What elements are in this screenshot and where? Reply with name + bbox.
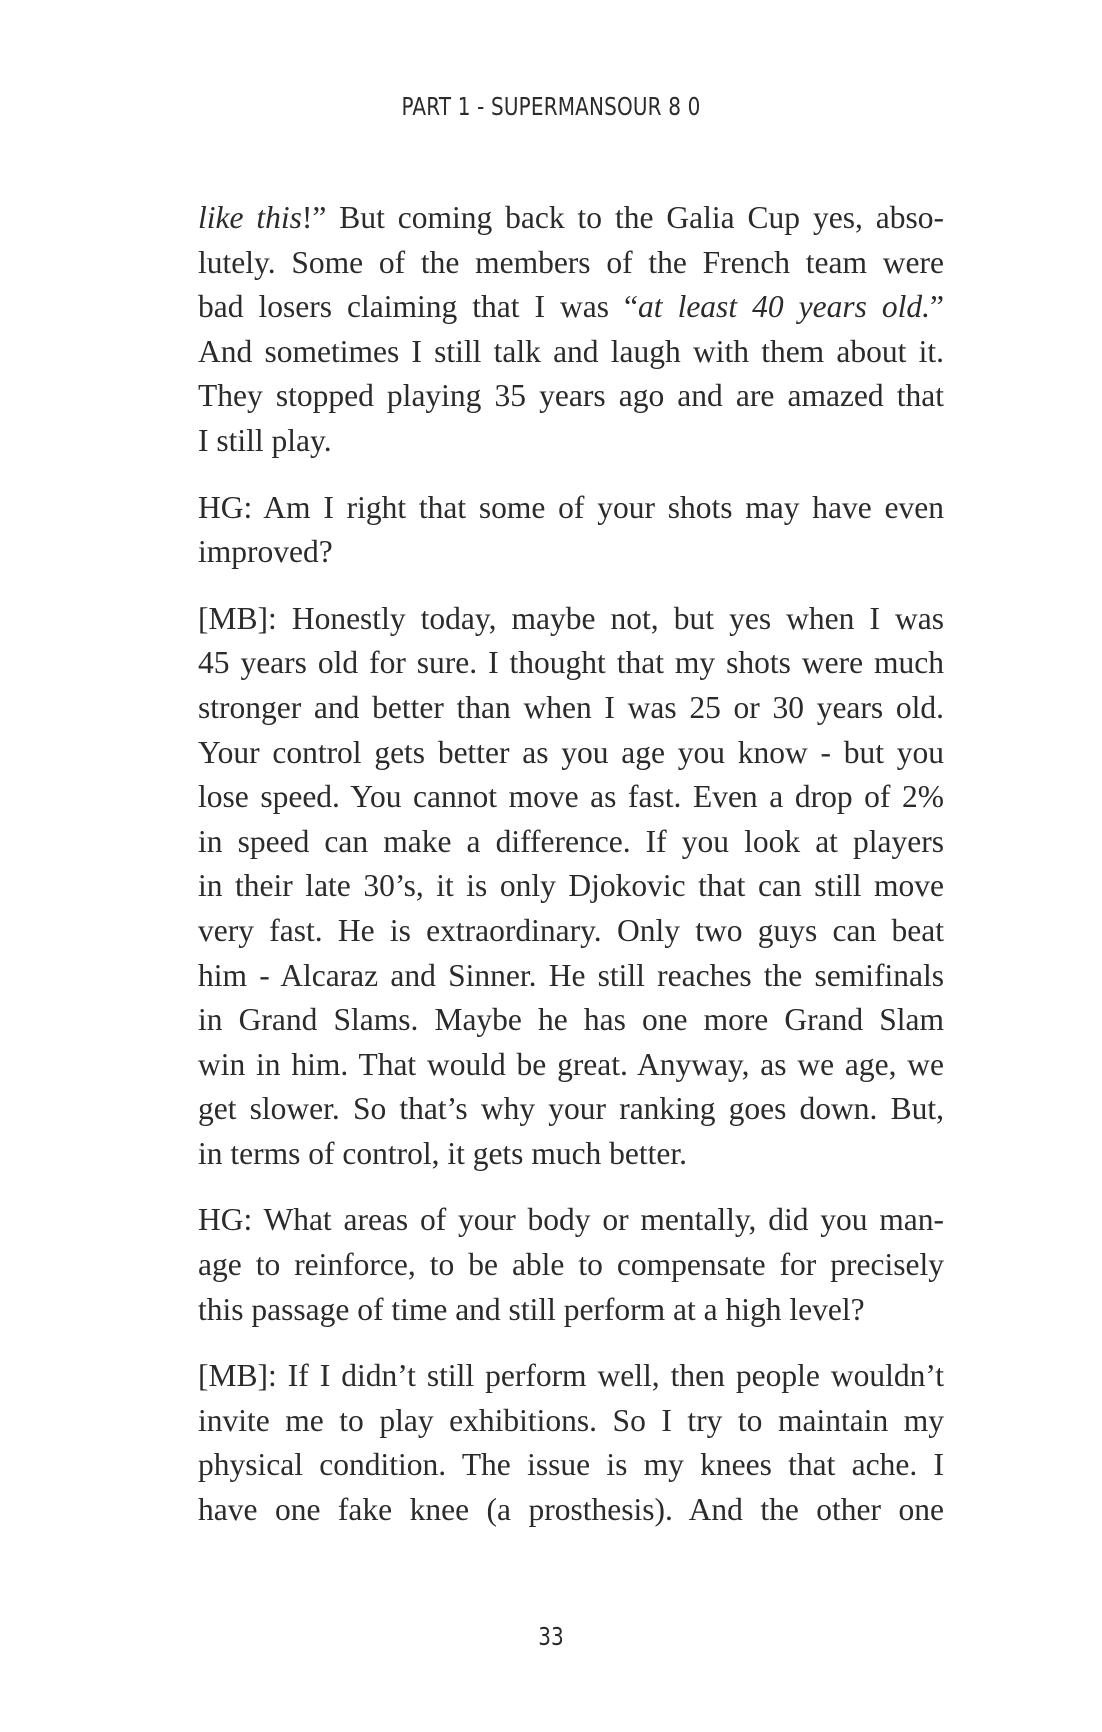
text-segment: [MB]: Honestly today, maybe not, but yes when I was [198, 600, 944, 636]
text-line [198, 1198, 944, 1243]
text-segment: lose speed. You cannot move as fast. Even a drop of 2% [198, 779, 944, 815]
text-segment: him - Alcaraz and Sinner. He still reaches the semifinals [198, 957, 944, 993]
text-line [198, 641, 944, 686]
text-line [198, 530, 944, 575]
paragraph [198, 1354, 944, 1532]
text-segment: in their late 30’s, it is only Djokovic that can still move [198, 868, 944, 904]
text-segment: They stopped playing 35 years ago and are amazed that [198, 378, 944, 414]
text-segment: ” [930, 289, 944, 325]
text-line [198, 909, 944, 954]
text-line [198, 864, 944, 909]
text-line [198, 820, 944, 865]
paragraph [198, 597, 944, 1177]
text-segment: !” But coming back to the Galia Cup yes, abso- [301, 200, 944, 235]
text-line [198, 1043, 944, 1088]
text-line [198, 1243, 944, 1288]
text-segment: [MB]: If I didn’t still perform well, then people wouldn’t [198, 1358, 944, 1394]
italic-text: at least 40 years old. [638, 289, 931, 325]
text-line [198, 954, 944, 999]
page-number: 33 [538, 1622, 564, 1651]
text-segment: Your control gets better as you age you know - but you [198, 734, 944, 770]
paragraph [198, 1198, 944, 1332]
text-segment: have one fake knee (a prosthesis). And the other one [198, 1492, 944, 1528]
text-line [198, 597, 944, 642]
body-text [198, 196, 944, 1533]
text-segment: win in him. That would be great. Anyway, as we age, we [198, 1046, 944, 1082]
text-line [198, 1354, 944, 1399]
text-line [198, 1443, 944, 1488]
text-segment: lutely. Some of the members of the French team were [198, 244, 944, 280]
text-segment: in speed can make a difference. If you look at players [198, 823, 944, 859]
text-segment: this passage of time and still perform at a high level? [198, 1291, 865, 1327]
text-segment: physical condition. The issue is my knees that ache. I [198, 1447, 944, 1483]
text-segment: 45 years old for sure. I thought that my shots were much [198, 645, 944, 681]
text-segment: improved? [198, 534, 333, 570]
paragraph-gap [198, 575, 944, 597]
paragraph-gap [198, 1176, 944, 1198]
text-line [198, 686, 944, 731]
paragraph-gap [198, 1332, 944, 1354]
text-segment: invite me to play exhibitions. So I try to maintain my [198, 1402, 944, 1438]
text-line [198, 1488, 944, 1533]
text-line [198, 731, 944, 776]
text-segment: in Grand Slams. Maybe he has one more Grand Slam [198, 1002, 944, 1038]
paragraph [198, 196, 944, 464]
text-segment: bad losers claiming that I was “ [198, 289, 639, 325]
running-head: PART 1 - SUPERMANSOUR 8 0 [401, 92, 701, 121]
text-line [198, 330, 944, 375]
text-line [198, 196, 944, 241]
text-segment: And sometimes I still talk and laugh with them about it. [198, 333, 944, 369]
text-line [198, 241, 944, 286]
text-line [198, 374, 944, 419]
italic-text: like this [198, 200, 302, 235]
text-line [198, 1132, 944, 1177]
text-line [198, 419, 944, 464]
text-segment: age to reinforce, to be able to compensate for precisely [198, 1247, 944, 1283]
text-line [198, 1288, 944, 1333]
text-line [198, 285, 944, 330]
text-line [198, 998, 944, 1043]
text-segment: I still play. [198, 422, 332, 458]
text-segment: HG: What areas of your body or mentally, did you man- [198, 1202, 944, 1238]
paragraph-gap [198, 464, 944, 486]
text-line [198, 1399, 944, 1444]
text-segment: get slower. So that’s why your ranking goes down. But, [198, 1091, 944, 1127]
text-line [198, 775, 944, 820]
text-segment: very fast. He is extraordinary. Only two guys can beat [198, 912, 944, 948]
text-line [198, 1087, 944, 1132]
paragraph [198, 486, 944, 575]
text-segment: HG: Am I right that some of your shots may have even [198, 489, 944, 525]
text-segment: stronger and better than when I was 25 or 30 years old. [198, 689, 944, 725]
text-segment: in terms of control, it gets much better. [198, 1135, 688, 1171]
text-line [198, 486, 944, 531]
